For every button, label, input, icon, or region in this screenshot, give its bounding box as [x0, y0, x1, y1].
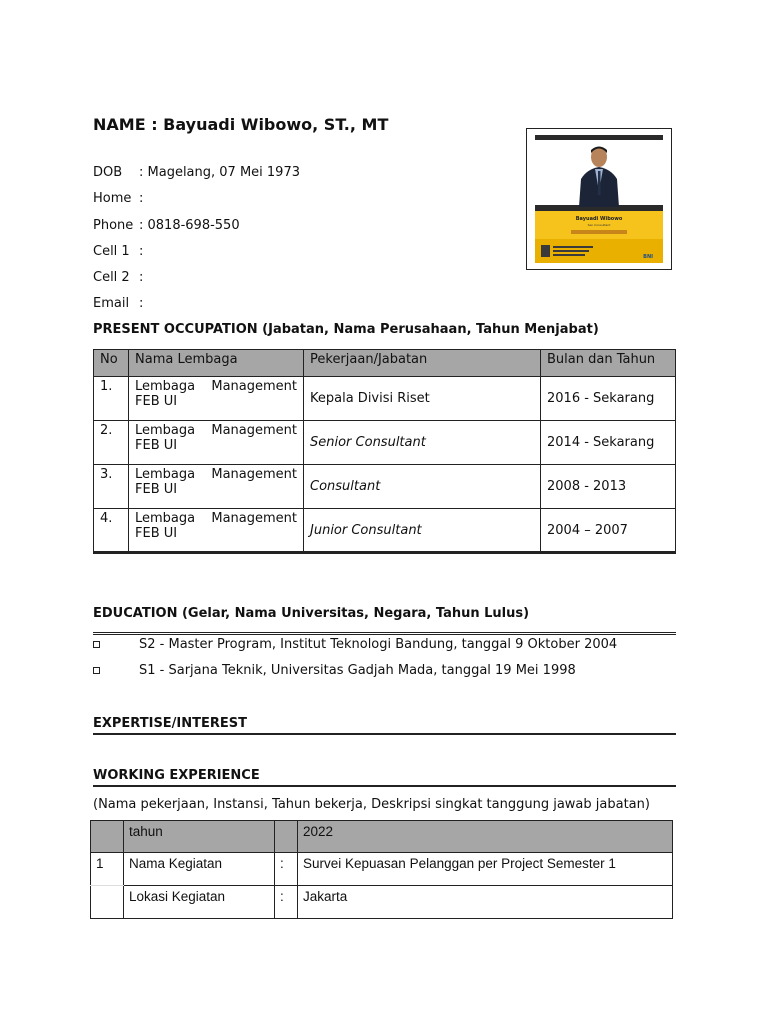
present-occupation-heading: PRESENT OCCUPATION (Jabatan, Nama Perusahaan, Tahun Menjabat): [93, 322, 599, 337]
table-row: [94, 509, 676, 553]
home-value: :: [139, 191, 144, 206]
row-no: 3.: [94, 465, 129, 509]
row-lembaga: Lembaga Management FEB UI: [129, 421, 304, 465]
table-row: [94, 421, 676, 465]
working-experience-divider: [93, 785, 676, 787]
work-label: Nama Kegiatan: [124, 853, 275, 886]
work-value-header: 2022: [298, 821, 673, 853]
phone-value: : 0818-698-550: [139, 218, 240, 233]
profile-photo: [526, 128, 672, 270]
bullet-icon: [93, 667, 100, 674]
table-row: [94, 465, 676, 509]
row-lembaga: Lembaga Management FEB UI: [129, 465, 304, 509]
row-jabatan: Kepala Divisi Riset: [304, 377, 541, 421]
present-occupation-table: [93, 349, 676, 553]
row-jabatan: Consultant: [304, 465, 541, 509]
education-heading: EDUCATION (Gelar, Nama Universitas, Negara, Tahun Lulus): [93, 606, 530, 621]
work-label: Lokasi Kegiatan: [124, 886, 275, 919]
table-row: [91, 886, 673, 919]
work-sep-header: [275, 821, 298, 853]
row-no: 1.: [94, 377, 129, 421]
row-tahun: 2008 - 2013: [541, 465, 676, 509]
working-experience-table: [90, 820, 673, 919]
row-tahun: 2004 – 2007: [541, 509, 676, 553]
cell2-value: :: [139, 270, 144, 285]
row-no: 2.: [94, 421, 129, 465]
dob-label: DOB: [93, 165, 123, 180]
cv-name-title: NAME : Bayuadi Wibowo, ST., MT: [93, 115, 389, 134]
row-no: 4.: [94, 509, 129, 553]
expertise-heading: EXPERTISE/INTEREST: [93, 716, 248, 731]
row-jabatan: Junior Consultant: [304, 509, 541, 553]
expertise-divider: [93, 733, 676, 735]
cell1-value: :: [139, 244, 144, 259]
card-brand-text: BNI: [643, 254, 653, 260]
table-row: [91, 853, 673, 886]
row-tahun: 2016 - Sekarang: [541, 377, 676, 421]
col-jabatan: Pekerjaan/Jabatan: [304, 350, 541, 377]
row-lembaga: Lembaga Management FEB UI: [129, 377, 304, 421]
table-header-row: [94, 350, 676, 377]
work-value: Jakarta: [298, 886, 673, 919]
row-lembaga: Lembaga Management FEB UI: [129, 509, 304, 553]
email-label: Email: [93, 296, 130, 311]
work-value: Survei Kepuasan Pelanggan per Project Semester 1: [298, 853, 673, 886]
home-label: Home: [93, 191, 132, 206]
work-no-header: [91, 821, 124, 853]
working-experience-subheading: (Nama pekerjaan, Instansi, Tahun bekerja, Deskripsi singkat tanggung jawab jabatan): [93, 797, 650, 812]
col-tahun: Bulan dan Tahun: [541, 350, 676, 377]
cell2-label: Cell 2: [93, 270, 130, 285]
work-no: [91, 886, 124, 919]
card-role-text: Sen Consultant: [587, 223, 611, 227]
work-sep: :: [275, 886, 298, 919]
cell1-label: Cell 1: [93, 244, 130, 259]
profile-card-image: [535, 135, 663, 263]
table-row: [94, 377, 676, 421]
row-jabatan: Senior Consultant: [304, 421, 541, 465]
working-experience-heading: WORKING EXPERIENCE: [93, 768, 260, 783]
col-lembaga: Nama Lembaga: [129, 350, 304, 377]
dob-value: : Magelang, 07 Mei 1973: [139, 165, 300, 180]
education-divider: [93, 632, 676, 635]
bullet-icon: [93, 641, 100, 648]
col-no: No: [94, 350, 129, 377]
work-label-header: tahun: [124, 821, 275, 853]
occupation-divider: [93, 551, 676, 554]
email-value: :: [139, 296, 144, 311]
card-name-text: Bayuadi Wibowo: [575, 216, 623, 222]
work-sep: :: [275, 853, 298, 886]
table-header-row: [91, 821, 673, 853]
row-tahun: 2014 - Sekarang: [541, 421, 676, 465]
work-no: 1: [91, 853, 124, 886]
phone-label: Phone: [93, 218, 134, 233]
